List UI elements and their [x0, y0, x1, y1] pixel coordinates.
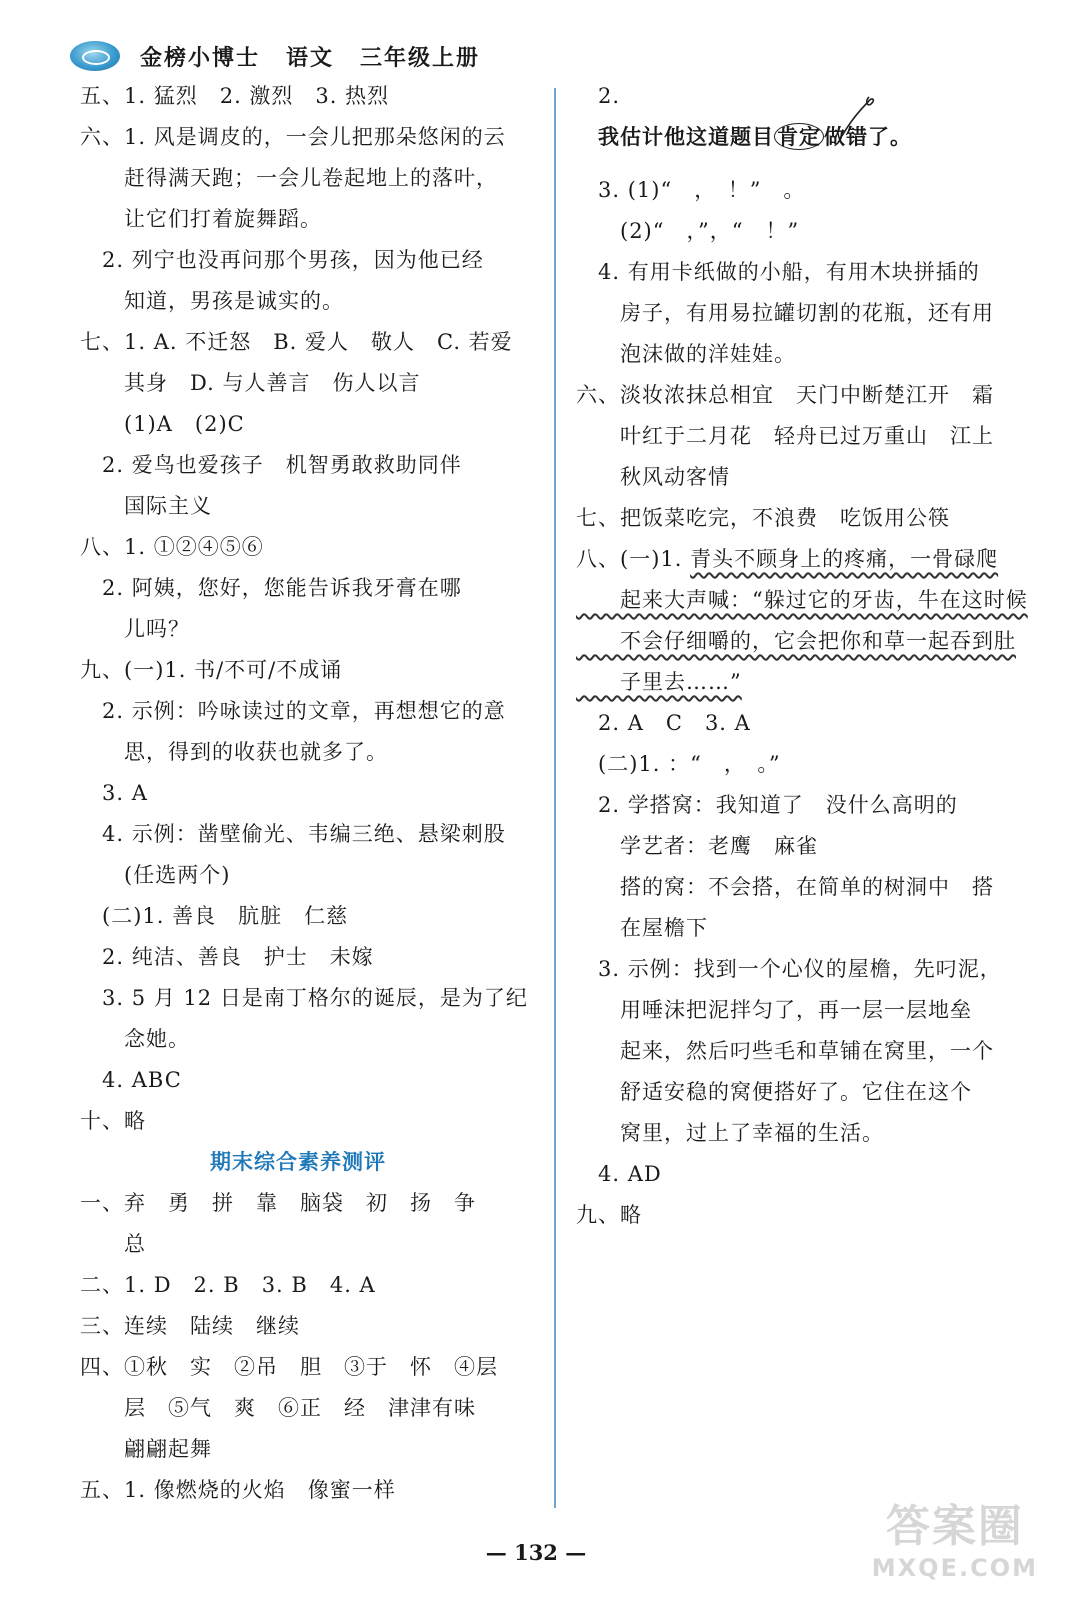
answer-line: 知道，男孩是诚实的。	[80, 289, 344, 313]
wavy-underlined-line: 不会仔细嚼的，它会把你和草一起吞到肚	[576, 629, 1016, 653]
answer-line: 3. 示例：找到一个心仪的屋檐，先叼泥，	[576, 957, 1002, 981]
answer-line: 2. 示例：吟咏读过的文章，再想想它的意	[80, 699, 506, 723]
answer-line: 赶得满天跑；一会儿卷起地上的落叶，	[80, 166, 498, 190]
answer-line: 九、略	[576, 1203, 642, 1227]
answer-line: 4. 有用卡纸做的小船，有用木块拼插的	[576, 260, 980, 284]
proofread-sentence: 我估计他这道题目 肯定 做错了。	[576, 124, 912, 149]
answer-line: 用唾沫把泥拌匀了，再一层一层地垒	[576, 998, 972, 1022]
page-number: — 132 —	[485, 1540, 587, 1565]
answer-line: (1)A (2)C	[80, 412, 245, 436]
answer-line: 八、(一)1. 青头不顾身上的疼痛，一骨碌爬	[576, 547, 999, 571]
watermark-text: 答案圈	[885, 1501, 1024, 1552]
answer-line: (二)1. ：“ ， 。”	[576, 752, 781, 776]
answer-line: 八、1. ①②④⑤⑥	[80, 535, 264, 559]
answer-line: 房子，有用易拉罐切割的花瓶，还有用	[576, 301, 994, 325]
answer-line: 让它们打着旋舞蹈。	[80, 207, 322, 231]
watermark	[872, 1490, 1038, 1582]
answer-line: 一、弃 勇 拼 靠 脑袋 初 扬 争	[80, 1191, 476, 1215]
answer-line: 三、连续 陆续 继续	[80, 1314, 300, 1338]
answer-line: 五、1. 像燃烧的火焰 像蜜一样	[80, 1478, 396, 1502]
answer-line: 秋风动客情	[576, 465, 730, 489]
answer-line: 六、1. 风是调皮的，一会儿把那朵悠闲的云	[80, 125, 506, 149]
answer-line: 泡沫做的洋娃娃。	[576, 342, 796, 366]
answer-line: 3. A	[80, 781, 148, 805]
answer-line: 搭的窝：不会搭，在简单的树洞中 搭	[576, 875, 994, 899]
answer-line: 学艺者：老鹰 麻雀	[576, 834, 818, 858]
answer-line: 层 ⑤气 爽 ⑥正 经 津津有味	[80, 1396, 476, 1420]
answer-line: 3. (1)“ ， ！” 。	[576, 178, 806, 202]
answer-line: 总	[80, 1232, 146, 1256]
section-title: 期末综合素养测评	[210, 1150, 386, 1174]
answer-line: 2.	[576, 84, 621, 108]
grade-title: 三年级上册	[360, 45, 481, 71]
answer-line: 儿吗？	[80, 617, 190, 641]
answer-line: 六、淡妆浓抹总相宜 天门中断楚江开 霜	[576, 383, 994, 407]
answer-line: (任选两个)	[80, 863, 231, 887]
answer-line: 起来，然后叼些毛和草铺在窝里，一个	[576, 1039, 994, 1063]
proofread-mark-icon	[838, 92, 878, 138]
answer-line: 2. 列宁也没再问那个男孩，因为他已经	[80, 248, 484, 272]
answer-line: (二)1. 善良 肮脏 仁慈	[80, 904, 349, 928]
answer-line: 在屋檐下	[576, 916, 708, 940]
answer-line: 四、①秋 实 ②吊 胆 ③于 怀 ④层	[80, 1355, 498, 1379]
wavy-underlined-text: 青头不顾身上的疼痛，一骨碌爬	[690, 547, 999, 571]
answer-line: 4. AD	[576, 1162, 662, 1186]
subject-title: 语文	[286, 45, 335, 71]
watermark-url: MXQE.COM	[871, 1554, 1038, 1582]
column-divider	[554, 88, 556, 1508]
wavy-underlined-line: 子里去……”	[576, 670, 742, 694]
answer-line: 七、1. A. 不迁怒 B. 爱人 敬人 C. 若爱	[80, 330, 513, 354]
answer-line: 十、略	[80, 1109, 146, 1133]
answer-line: 2. 阿姨，您好，您能告诉我牙膏在哪	[80, 576, 462, 600]
answer-line: 2. 爱鸟也爱孩子 机智勇敢救助同伴	[80, 453, 462, 477]
answer-line: 2. 纯洁、善良 护士 未嫁	[80, 945, 374, 969]
page-header	[70, 36, 506, 76]
publisher-logo-icon	[70, 41, 120, 71]
series-title: 金榜小博士	[140, 45, 261, 71]
answer-line: 国际主义	[80, 494, 212, 518]
answer-line: 翩翩起舞	[80, 1437, 212, 1461]
answer-line: 3. 5 月 12 日是南丁格尔的诞辰，是为了纪	[80, 986, 528, 1010]
answer-line: 九、(一)1. 书/不可/不成诵	[80, 658, 343, 682]
answer-line: 2. 学搭窝：我知道了 没什么高明的	[576, 793, 958, 817]
answer-line: 七、把饭菜吃完，不浪费 吃饭用公筷	[576, 506, 950, 530]
answer-line: 其身 D. 与人善言 伤人以言	[80, 371, 421, 395]
answer-line: (2)“ ，”，“ ！”	[576, 219, 800, 243]
answer-line: 叶红于二月花 轻舟已过万重山 江上	[576, 424, 994, 448]
answer-line: 4. ABC	[80, 1068, 182, 1092]
answer-line: 2. A C 3. A	[576, 711, 751, 735]
answer-line: 4. 示例：凿壁偷光、韦编三绝、悬梁刺股	[80, 822, 506, 846]
answer-line: 念她。	[80, 1027, 190, 1051]
wavy-underlined-line: 起来大声喊：“躲过它的牙齿，牛在这时候	[576, 588, 1028, 612]
answer-line: 舒适安稳的窝便搭好了。它住在这个	[576, 1080, 972, 1104]
circled-word: 肯定	[774, 123, 824, 150]
answer-line: 二、1. D 2. B 3. B 4. A	[80, 1273, 376, 1297]
answer-line: 窝里，过上了幸福的生活。	[576, 1121, 884, 1145]
answer-line: 五、1. 猛烈 2. 激烈 3. 热烈	[80, 84, 390, 108]
answer-line: 思，得到的收获也就多了。	[80, 740, 388, 764]
